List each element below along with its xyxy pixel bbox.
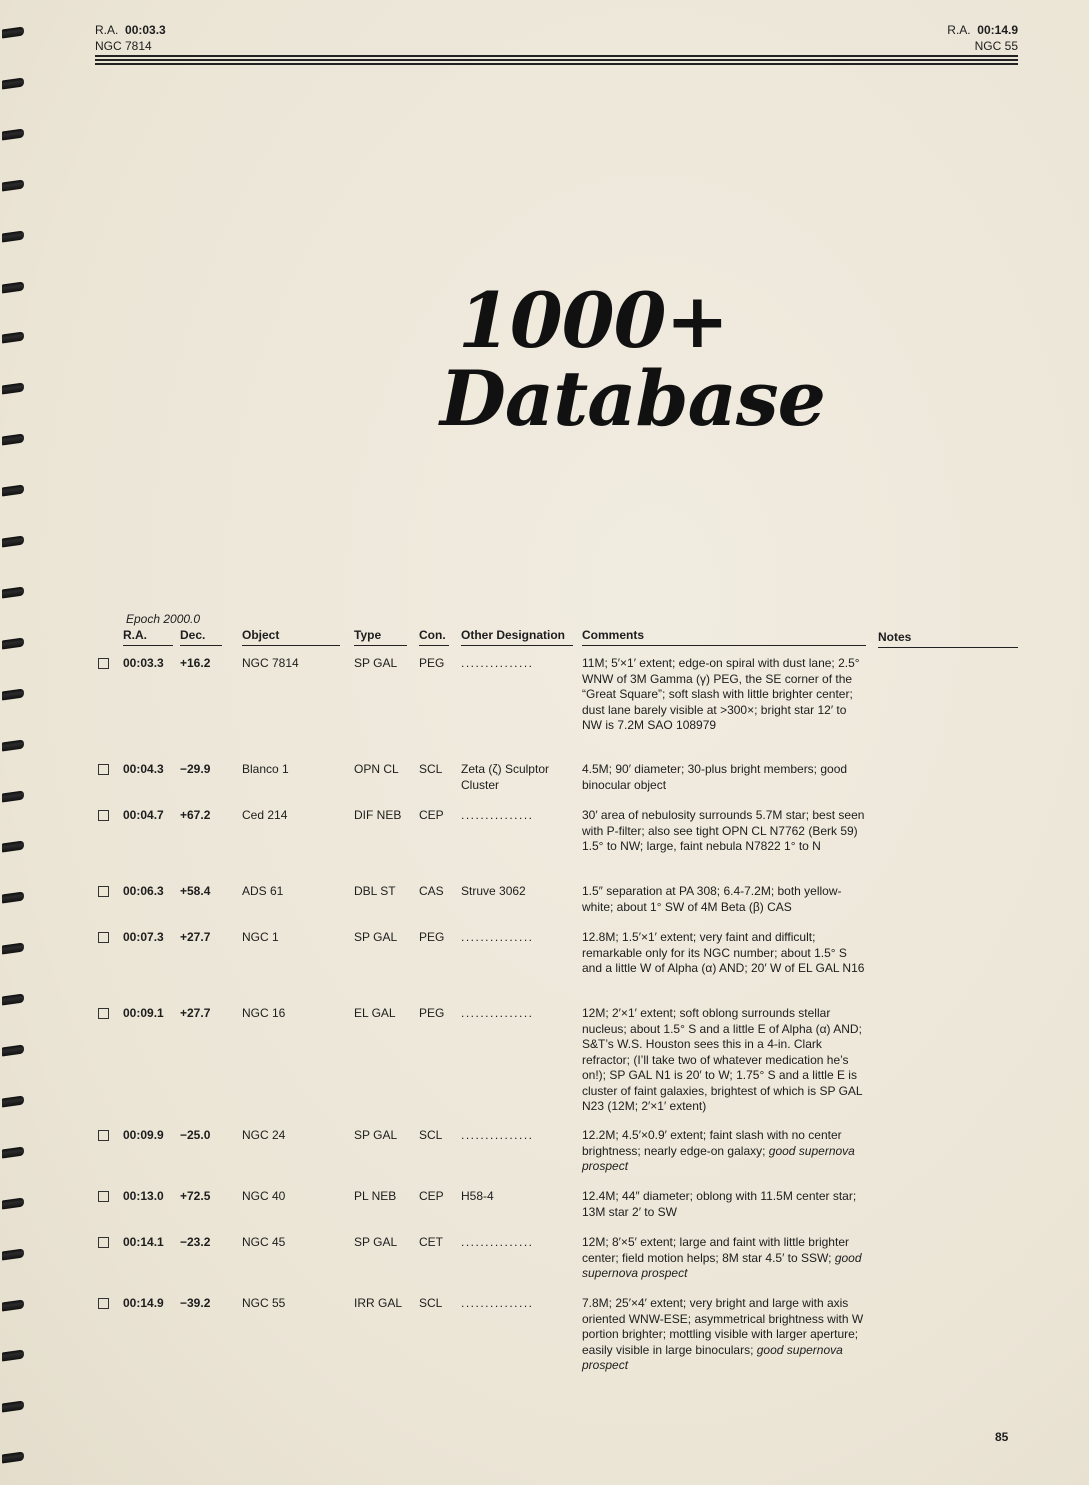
binding-coil [2,1044,24,1056]
binding-coil [2,434,24,446]
header-right-ra-label: R.A. [947,23,971,37]
row-ra: 00:06.3 [123,884,164,898]
row-comment-text: 12M; 8′×5′ extent; large and faint with little brighter center; field motion helps; 8M star 4.5′ to SSW; [582,1235,849,1265]
row-object: NGC 1 [242,930,279,944]
header-rule [95,55,1018,67]
column-header-other-designation: Other Designation [461,628,573,646]
header-right-ra [947,22,1018,38]
row-con: PEG [419,1006,445,1020]
header-left [95,22,166,54]
row-dec: +58.4 [180,884,211,898]
checkbox-icon[interactable] [98,1237,109,1248]
row-dec: −25.0 [180,1128,211,1142]
row-type: PL NEB [354,1189,397,1203]
row-comment-text: 11M; 5′×1′ extent; edge-on spiral with dust lane; 2.5° WNW of 3M Gamma (γ) PEG, the SE corner of the “Great Square”; soft slash with little brighter center; dust lane barely visible at >300×; bright star 12′ to NW is 7.2M SAO 108979 [582,656,860,732]
binding-coil [2,586,24,598]
row-dec: −39.2 [180,1296,211,1310]
binding-coil [2,1350,24,1362]
header-left-object: NGC 7814 [95,39,152,53]
epoch-label: Epoch 2000.0 [126,612,201,626]
binding-coil [2,281,24,293]
row-comment [582,808,868,855]
row-con: CET [419,1235,443,1249]
row-object: Ced 214 [242,808,288,822]
row-ra: 00:09.9 [123,1128,164,1142]
title-line-1: 1000+ [458,276,729,365]
binding-coil [2,892,24,904]
row-comment-text: 12.4M; 44″ diameter; oblong with 11.5M center star; 13M star 2′ to SW [582,1189,857,1219]
row-con: CAS [419,884,444,898]
binding-coil [2,1299,24,1311]
checkbox-icon[interactable] [98,932,109,943]
row-other-designation: ............... [461,1128,534,1142]
header-right-object: NGC 55 [974,39,1018,53]
row-object: NGC 24 [242,1128,286,1142]
binding-coil [2,383,24,395]
header-left-ra [95,22,166,38]
row-comment [582,656,868,734]
binding-coil [2,1248,24,1260]
row-other-designation: ............... [461,1006,534,1020]
checkbox-icon[interactable] [98,764,109,775]
binding-coil [2,790,24,802]
row-con: PEG [419,930,445,944]
binding-coil [2,841,24,853]
row-comment [582,762,868,793]
row-other-designation: ............... [461,1296,534,1310]
row-con: SCL [419,1128,443,1142]
row-comment-text: 12.2M; 4.5′×0.9′ extent; faint slash with no center brightness; nearly edge-on galaxy; [582,1128,842,1158]
binding-coil [2,179,24,191]
binding-coil [2,739,24,751]
row-other-designation: ............... [461,808,534,822]
row-type: SP GAL [354,656,398,670]
header-left-ra-label: R.A. [95,23,119,37]
binding-coil [2,637,24,649]
row-dec: −23.2 [180,1235,211,1249]
row-ra: 00:09.1 [123,1006,164,1020]
column-header-notes: Notes [878,630,1018,648]
row-other-designation: Struve 3062 [461,884,526,898]
binding-coil [2,688,24,700]
row-con: CEP [419,1189,444,1203]
checkbox-icon[interactable] [98,1191,109,1202]
checkbox-icon[interactable] [98,1008,109,1019]
page-title [440,276,830,443]
binding-coil [2,1452,24,1464]
row-con: SCL [419,1296,443,1310]
binding-coil [2,230,24,242]
row-comment-text: 12.8M; 1.5′×1′ extent; very faint and difficult; remarkable only for its NGC number; about 1.5° S and a little W of Alpha (α) AND; 20′ W of EL GAL N16 [582,930,865,975]
row-dec: +27.7 [180,1006,211,1020]
row-object: Blanco 1 [242,762,289,776]
row-other-designation: H58-4 [461,1189,494,1203]
row-other-designation: ............... [461,930,534,944]
row-comment [582,930,868,977]
row-comment-italic: good supernova prospect [582,1250,862,1280]
row-type: DIF NEB [354,808,402,822]
row-comment [582,884,868,915]
checkbox-icon[interactable] [98,886,109,897]
row-comment [582,1128,868,1175]
binding-coil [2,1401,24,1413]
row-type: SP GAL [354,1128,398,1142]
row-type: IRR GAL [354,1296,403,1310]
binding-coil [2,1146,24,1158]
column-header-type: Type [354,628,407,646]
row-comment-text: 4.5M; 90′ diameter; 30-plus bright members; good binocular object [582,762,848,792]
title-line-2: Database [440,354,826,443]
binding-coil [2,128,24,140]
column-header-ra: R.A. [123,628,173,646]
row-comment [582,1235,868,1282]
row-type: DBL ST [354,884,396,898]
binding-coil [2,535,24,547]
row-object: NGC 7814 [242,656,299,670]
row-type: SP GAL [354,930,398,944]
row-comment-text: 12M; 2′×1′ extent; soft oblong surrounds stellar nucleus; about 1.5° S and a little E of Alpha (α) AND; S&T’s W.S. Houston sees this in a 4-in. Clark refractor; (I’ll take two of whatever medication he’s on!); SP GAL N1 is 20′ to W; 1.75° S and a little E is cluster of faint galaxies, brightest of which is SP GAL N23 (12M; 2′×1′ extent) [582,1006,863,1113]
row-ra: 00:07.3 [123,930,164,944]
row-comment-text: 30′ area of nebulosity surrounds 5.7M star; best seen with P-filter; also see tight OPN CL N7762 (Berk 59) 1.5° to NW; large, faint nebula N7822 1° to N [582,808,865,853]
row-ra: 00:14.9 [123,1296,164,1310]
header-right-ra-value: 00:14.9 [977,23,1018,37]
row-con: CEP [419,808,444,822]
binding-coil [2,1197,24,1209]
row-object: ADS 61 [242,884,284,898]
checkbox-icon[interactable] [98,1298,109,1309]
binding-coil [2,332,24,344]
checkbox-icon[interactable] [98,1130,109,1141]
binding-coil [2,1095,24,1107]
row-type: OPN CL [354,762,399,776]
row-object: NGC 55 [242,1296,286,1310]
column-header-comments: Comments [582,628,866,646]
row-ra: 00:14.1 [123,1235,164,1249]
row-ra: 00:13.0 [123,1189,164,1203]
checkbox-icon[interactable] [98,658,109,669]
row-comment-text: 1.5″ separation at PA 308; 6.4-7.2M; both yellow-white; about 1° SW of 4M Beta (β) CAS [582,884,842,914]
row-dec: +27.7 [180,930,211,944]
row-other-designation: Zeta (ζ) Sculptor Cluster [461,762,549,792]
column-header-con: Con. [419,628,449,646]
row-comment [582,1006,868,1115]
binding-coil [2,77,24,89]
row-comment [582,1296,868,1374]
spiral-binding [0,28,28,1468]
column-header-object: Object [242,628,340,646]
binding-coil [2,26,24,38]
row-ra: 00:03.3 [123,656,164,670]
row-type: SP GAL [354,1235,398,1249]
row-other-designation: ............... [461,656,534,670]
page-number: 85 [995,1430,1009,1444]
header-right [947,22,1018,54]
row-ra: 00:04.3 [123,762,164,776]
row-con: SCL [419,762,443,776]
row-dec: −29.9 [180,762,211,776]
row-dec: +72.5 [180,1189,211,1203]
row-object: NGC 45 [242,1235,286,1249]
row-object: NGC 16 [242,1006,286,1020]
header-left-ra-value: 00:03.3 [125,23,166,37]
row-type: EL GAL [354,1006,396,1020]
binding-coil [2,485,24,497]
row-other-designation: ............... [461,1235,534,1249]
row-con: PEG [419,656,445,670]
row-object: NGC 40 [242,1189,286,1203]
checkbox-icon[interactable] [98,810,109,821]
row-dec: +67.2 [180,808,211,822]
row-ra: 00:04.7 [123,808,164,822]
row-comment-italic: good supernova prospect [582,1143,855,1173]
row-comment [582,1189,868,1220]
row-comment-text: 7.8M; 25′×4′ extent; very bright and large with axis oriented WNW-ESE; asymmetrical brightness with W portion brighter; mottling visible with larger aperture; easily visible in large binoculars; [582,1296,864,1357]
binding-coil [2,943,24,955]
column-header-dec: Dec. [180,628,222,646]
row-dec: +16.2 [180,656,211,670]
binding-coil [2,994,24,1006]
row-comment-italic: good supernova prospect [582,1342,843,1372]
